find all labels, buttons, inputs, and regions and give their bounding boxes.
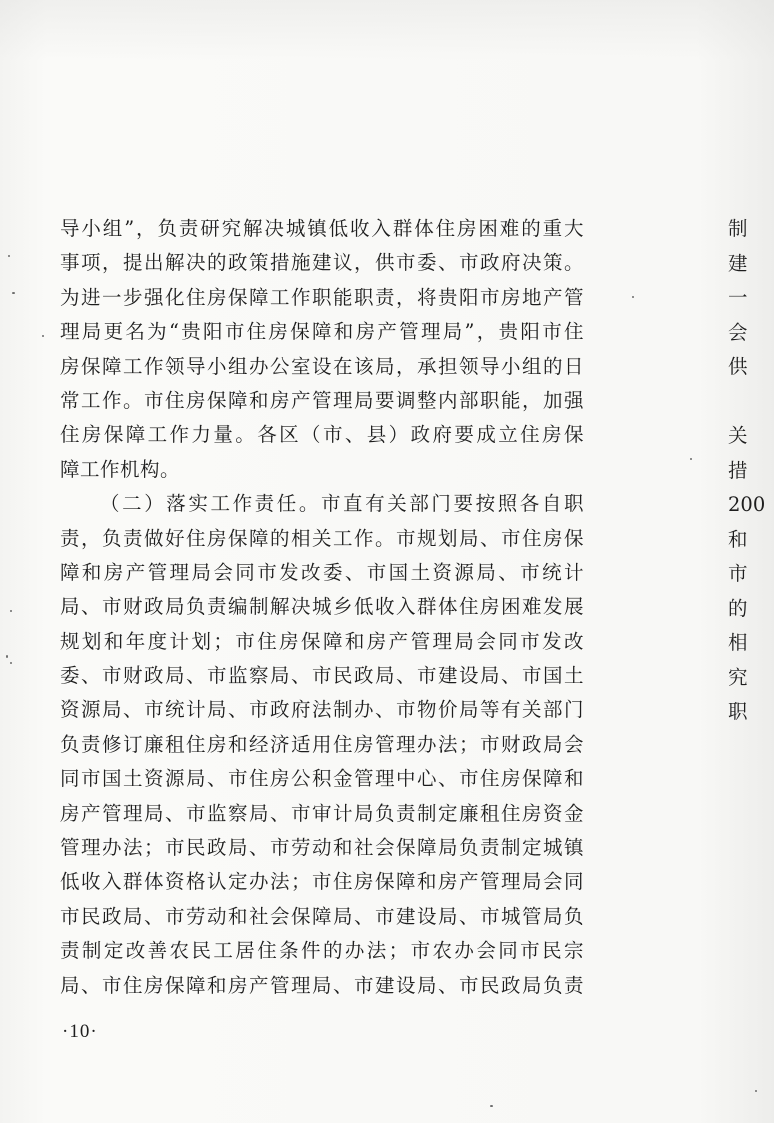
text-line: 负责修订廉租住房和经济适用住房管理办法；市财政局会: [60, 732, 584, 756]
text-line: 责制定改善农民工居住条件的办法；市农办会同市民宗: [60, 939, 584, 963]
scan-speck: [755, 1090, 757, 1092]
scan-speck: [10, 610, 12, 612]
adjacent-page-char: 200: [728, 493, 766, 516]
scan-speck: [632, 296, 634, 298]
text-line: 障和房产管理局会同市发改委、市国土资源局、市统计: [60, 560, 584, 584]
text-line: 局、市财政局负责编制解决城乡低收入群体住房困难发展: [60, 595, 584, 619]
text-line: 事项，提出解决的政策措施建议，供市委、市政府决策。: [60, 251, 584, 275]
text-line: 局、市住房保障和房产管理局、市建设局、市民政局负责: [60, 973, 584, 997]
adjacent-page-char: 建: [728, 251, 748, 275]
text-line: 房产管理局、市监察局、市审计局负责制定廉租住房资金: [60, 801, 584, 825]
adjacent-page-column: [728, 212, 774, 730]
text-line: 常工作。市住房保障和房产管理局要调整内部职能，加强: [60, 388, 584, 412]
scan-speck: [10, 662, 12, 664]
text-line: 低收入群体资格认定办法；市住房保障和房产管理局会同: [60, 870, 584, 894]
text-line: 导小组”，负责研究解决城镇低收入群体住房困难的重大: [60, 217, 584, 240]
text-line: 理局更名为“贵阳市住房保障和房产管理局”，贵阳市住: [60, 320, 584, 344]
adjacent-page-char: 制: [728, 217, 748, 240]
adjacent-page-char: 相: [728, 631, 748, 654]
scan-speck: [8, 255, 10, 257]
adjacent-page-char: 措: [728, 458, 748, 482]
text-line: 管理办法；市民政局、市劳动和社会保障局负责制定城镇: [60, 836, 584, 860]
text-line: 障工作机构。: [60, 457, 181, 481]
text-line: 委、市财政局、市监察局、市民政局、市建设局、市国土: [60, 664, 584, 688]
scan-shadow: [0, 0, 774, 60]
adjacent-page-char: 关: [728, 424, 748, 447]
adjacent-page-gap: [728, 385, 774, 420]
adjacent-page-char: 和: [728, 527, 748, 551]
adjacent-page-char: 一: [728, 286, 748, 309]
text-line: 资源局、市统计局、市政府法制办、市物价局等有关部门: [60, 698, 584, 722]
page-number: ·10·: [62, 1021, 98, 1042]
scan-speck: [6, 655, 8, 658]
scan-speck: [690, 458, 692, 460]
text-line: 为进一步强化住房保障工作职能职责，将贵阳市房地产管: [60, 285, 584, 309]
adjacent-page-char: 市: [728, 562, 748, 585]
scan-speck: [12, 292, 15, 294]
adjacent-page-char: 职: [728, 700, 748, 723]
section-heading-line: （二）落实工作责任。市直有关部门要按照各自职: [100, 492, 584, 516]
scan-speck: [42, 335, 44, 337]
adjacent-page-char: 究: [728, 665, 748, 689]
text-line: 同市国土资源局、市住房公积金管理中心、市住房保障和: [60, 767, 584, 791]
adjacent-page-char: 会: [728, 320, 748, 344]
text-line: 住房保障工作力量。各区（市、县）政府要成立住房保: [60, 423, 584, 447]
text-line: 房保障工作领导小组办公室设在该局，承担领导小组的日: [60, 354, 584, 378]
text-line: 责，负责做好住房保障的相关工作。市规划局、市住房保: [60, 526, 584, 550]
main-text-column: [60, 212, 584, 1003]
adjacent-page-char: 供: [728, 355, 748, 378]
text-line: 规划和年度计划；市住房保障和房产管理局会同市发改: [60, 629, 584, 653]
adjacent-page-char: 的: [728, 596, 748, 620]
text-line: 市民政局、市劳动和社会保障局、市建设局、市城管局负: [60, 904, 584, 928]
scan-speck: [490, 1105, 493, 1107]
